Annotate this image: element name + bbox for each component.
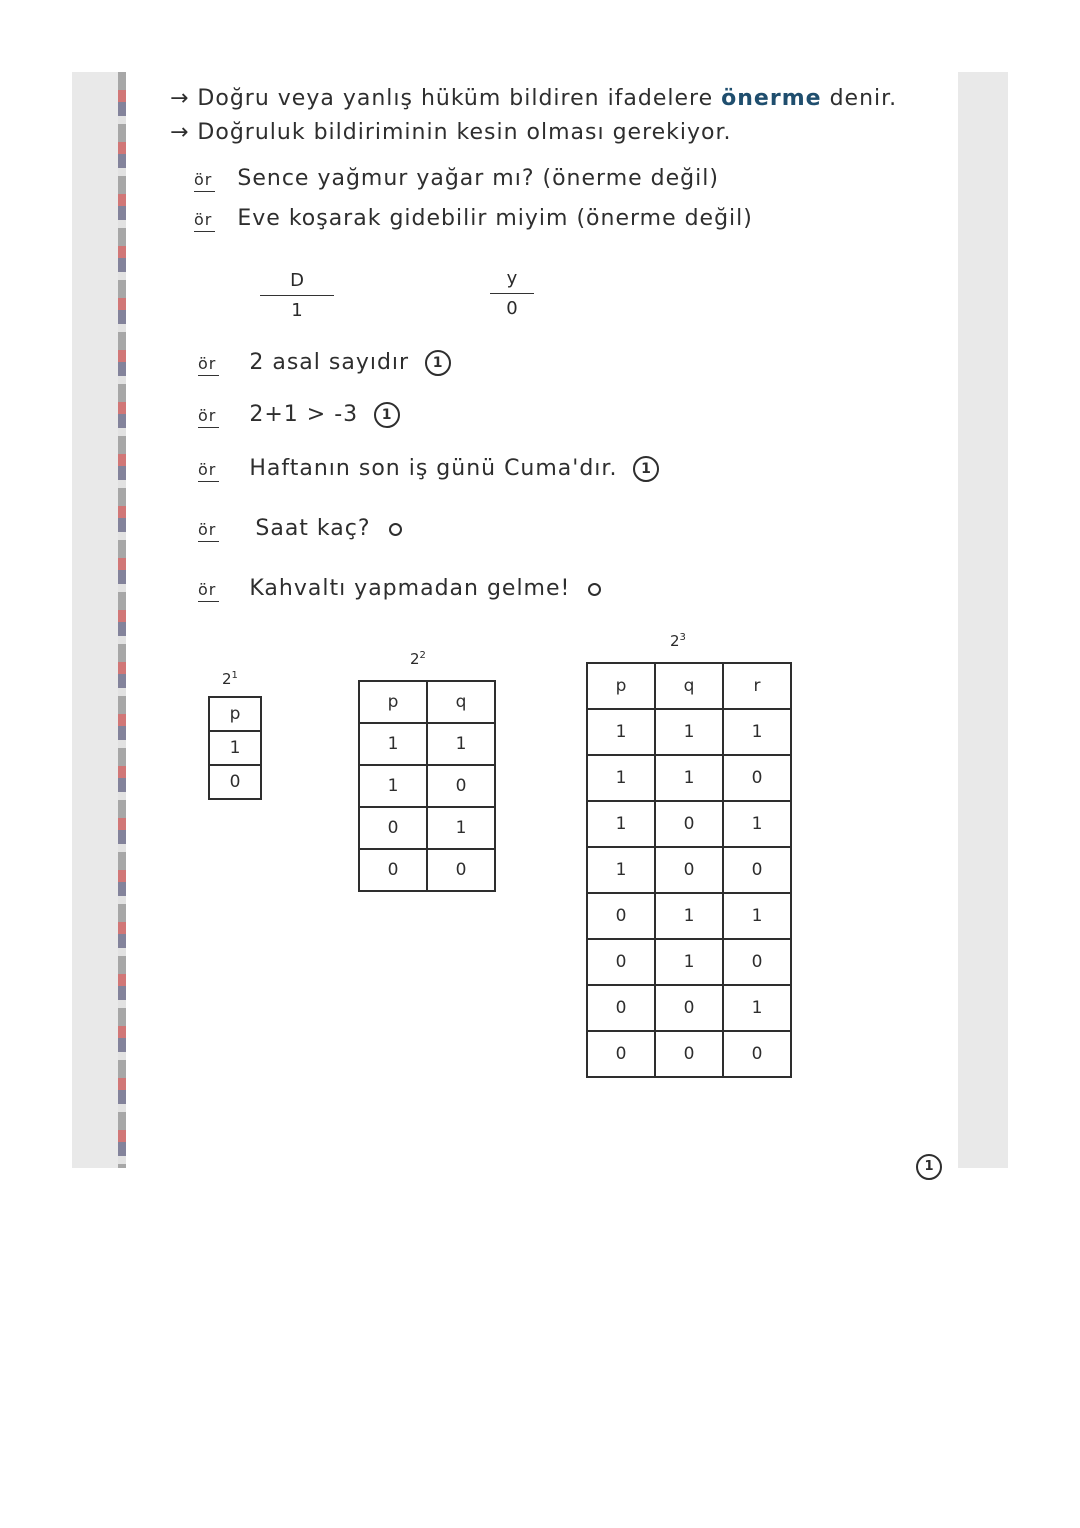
table-row [359, 723, 495, 765]
example-inequality [198, 402, 400, 428]
table-cell: 1 [427, 723, 495, 765]
table-label-base: 2 [222, 670, 232, 688]
table-row [359, 807, 495, 849]
example-text: Saat kaç? [255, 516, 371, 541]
table-cell: 0 [723, 847, 791, 893]
truth-value-zero-mark [389, 523, 402, 536]
example-tag: ör [198, 406, 219, 428]
table-2-label [410, 650, 426, 668]
table-row [359, 765, 495, 807]
table-cell: 0 [587, 893, 655, 939]
table-cell: 0 [655, 847, 723, 893]
table-row [359, 849, 495, 891]
table-cell: 1 [587, 755, 655, 801]
table-cell: 0 [723, 755, 791, 801]
example-tag: ör [194, 170, 215, 192]
table-header-row [359, 681, 495, 723]
table-cell: 0 [427, 765, 495, 807]
table-row [587, 939, 791, 985]
intro-line-2: → Doğruluk bildiriminin kesin olması gerekiyor. [170, 120, 732, 145]
table-cell: 0 [655, 985, 723, 1031]
table-header-cell: p [209, 697, 261, 731]
truth-table-one-variable [208, 696, 262, 800]
example-friday [198, 456, 659, 482]
table-cell: 0 [655, 801, 723, 847]
table-cell: 1 [655, 893, 723, 939]
table-cell: 0 [427, 849, 495, 891]
table-cell: 0 [723, 1031, 791, 1077]
table-cell: 1 [359, 765, 427, 807]
example-prime [198, 350, 451, 376]
fraction-bar [260, 295, 334, 296]
fraction-bottom: 0 [506, 298, 518, 319]
right-background [956, 72, 1008, 1168]
table-header-row [587, 663, 791, 709]
example-text: 2 asal sayıdır [249, 350, 410, 375]
table-cell: 1 [359, 723, 427, 765]
example-text: Kahvaltı yapmadan gelme! [249, 576, 571, 601]
fraction-top: D [290, 270, 304, 291]
fraction-top: y [506, 268, 518, 289]
intro-line-1-text: → Doğru veya yanlış hüküm bildiren ifadelere [170, 86, 714, 111]
example-not-2 [194, 206, 753, 231]
table-cell: 1 [723, 893, 791, 939]
fraction-bar [490, 293, 534, 294]
table-1-label [222, 670, 238, 688]
table-cell: 1 [427, 807, 495, 849]
table-cell: 1 [655, 939, 723, 985]
page-margin-strip [118, 72, 126, 1168]
table-cell: 0 [359, 807, 427, 849]
table-cell: 0 [587, 939, 655, 985]
example-tag: ör [198, 460, 219, 482]
table-cell: 1 [587, 709, 655, 755]
example-tag: ör [198, 354, 219, 376]
table-label-exponent: 1 [231, 670, 238, 681]
table-row [587, 1031, 791, 1077]
fraction-d-over-1 [260, 270, 334, 321]
example-text: Eve koşarak gidebilir miyim (önerme değil) [237, 206, 753, 231]
table-header-cell: r [723, 663, 791, 709]
table-row [209, 765, 261, 799]
table-header-cell: q [655, 663, 723, 709]
table-cell: 1 [655, 755, 723, 801]
table-row [587, 985, 791, 1031]
fraction-bottom: 1 [291, 300, 303, 321]
left-background [72, 72, 120, 1168]
truth-value-circle: 1 [425, 350, 451, 376]
table-cell: 1 [655, 709, 723, 755]
table-cell: 1 [209, 731, 261, 765]
truth-value-circle: 1 [633, 456, 659, 482]
table-cell: 0 [359, 849, 427, 891]
example-tag: ör [198, 520, 219, 542]
table-cell: 1 [723, 985, 791, 1031]
truth-table-two-variables [358, 680, 496, 892]
table-label-base: 2 [670, 632, 680, 650]
truth-value-zero-mark [588, 583, 601, 596]
table-cell: 0 [209, 765, 261, 799]
table-row [587, 893, 791, 939]
table-row [587, 755, 791, 801]
example-text: Haftanın son iş günü Cuma'dır. [249, 456, 618, 481]
table-row [209, 731, 261, 765]
example-tag: ör [198, 580, 219, 602]
example-breakfast [198, 576, 601, 601]
intro-line-1 [170, 86, 897, 111]
table-cell: 0 [587, 985, 655, 1031]
table-cell: 1 [723, 801, 791, 847]
table-cell: 1 [587, 847, 655, 893]
table-3-label [670, 632, 686, 650]
example-tag: ör [194, 210, 215, 232]
example-text: Sence yağmur yağar mı? (önerme değil) [237, 166, 719, 191]
table-cell: 1 [723, 709, 791, 755]
table-header-cell: p [587, 663, 655, 709]
page-corner-mark: 1 [916, 1154, 942, 1180]
table-row [587, 801, 791, 847]
table-cell: 0 [723, 939, 791, 985]
table-cell: 0 [655, 1031, 723, 1077]
table-row [587, 709, 791, 755]
fraction-y-over-0 [490, 268, 534, 319]
table-label-base: 2 [410, 650, 420, 668]
table-label-exponent: 3 [679, 632, 686, 643]
table-label-exponent: 2 [419, 650, 426, 661]
example-text: 2+1 > -3 [249, 402, 359, 427]
example-not-1 [194, 166, 719, 191]
truth-value-circle: 1 [374, 402, 400, 428]
truth-table-three-variables [586, 662, 792, 1078]
table-header-row [209, 697, 261, 731]
example-time [198, 516, 402, 541]
table-header-cell: q [427, 681, 495, 723]
intro-line-1-end: denir. [829, 86, 898, 111]
table-cell: 1 [587, 801, 655, 847]
table-header-cell: p [359, 681, 427, 723]
table-cell: 0 [587, 1031, 655, 1077]
table-row [587, 847, 791, 893]
intro-line-1-term: önerme [721, 86, 822, 111]
notebook-page [118, 72, 958, 1168]
